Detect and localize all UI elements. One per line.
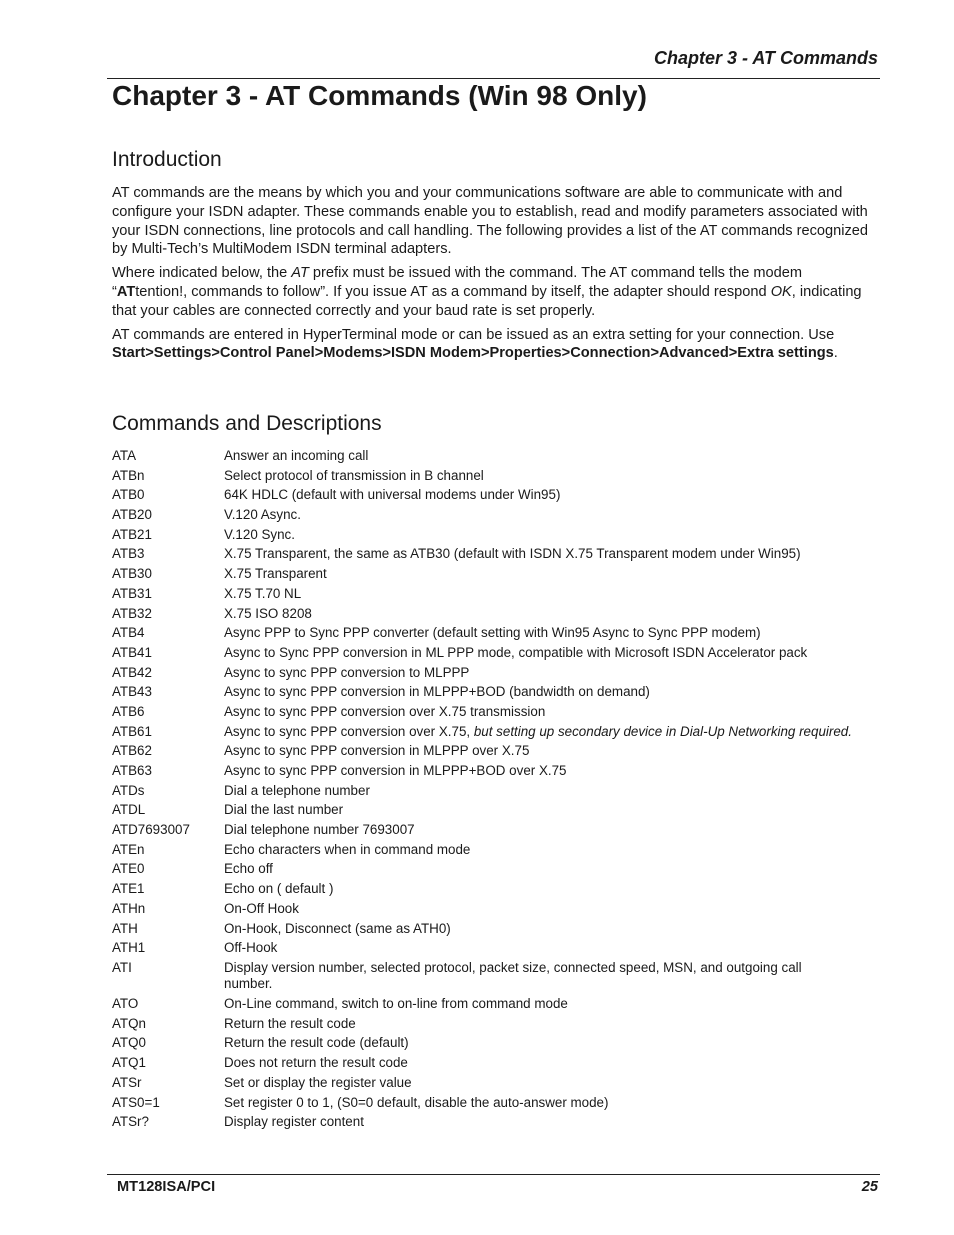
description-text: On-Hook, Disconnect (same as ATH0) (224, 920, 451, 936)
command-row (112, 881, 852, 901)
command-description (224, 566, 852, 586)
command-code: ATS0=1 (112, 1094, 160, 1110)
description-text: V.120 Async. (224, 507, 301, 523)
command-row (112, 625, 852, 645)
command-row (112, 487, 852, 507)
command-code: ATB41 (112, 644, 152, 660)
description-text: Dial the last number (224, 802, 344, 818)
command-description (224, 507, 852, 527)
command-description (224, 468, 852, 488)
description-text: Async to sync PPP conversion in MLPPP+BOD (bandwidth on demand) (224, 684, 650, 700)
command-code: ATEn (112, 841, 145, 857)
command-code: ATB0 (112, 487, 145, 503)
command-code: ATB31 (112, 585, 152, 601)
commands-table (112, 448, 852, 1134)
footer-product: MT128ISA/PCI (117, 1179, 216, 1195)
description-text: Display version number, selected protocol, packet size, connected speed, MSN, and outgoing call number. (224, 959, 802, 992)
menu-path: Start>Settings>Control Panel>Modems>ISDN Modem>Properties>Connection>Advanced>Extra settings (112, 345, 834, 362)
command-row (112, 468, 852, 488)
command-description (224, 527, 852, 547)
command-description (224, 901, 852, 921)
command-description (224, 743, 852, 763)
command-row (112, 606, 852, 626)
command-description (224, 448, 852, 468)
description-text: X.75 ISO 8208 (224, 605, 312, 621)
commands-table-body (112, 448, 852, 1134)
description-text: Display register content (224, 1114, 364, 1130)
command-code: ATI (112, 959, 132, 975)
command-code: ATB4 (112, 625, 145, 641)
command-description (224, 842, 852, 862)
description-text: Return the result code (224, 1015, 356, 1031)
description-text: Echo on ( default ) (224, 881, 334, 897)
text-run: prefix must be issued with the command. The AT command tells the modem “ (112, 265, 803, 300)
command-code: ATH (112, 920, 138, 936)
description-italic: but setting up secondary device in Dial-Up Networking required. (473, 723, 852, 739)
command-row (112, 960, 852, 996)
description-text: On-Line command, switch to on-line from command mode (224, 996, 568, 1012)
description-text: Async to sync PPP conversion in MLPPP+BOD over X.75 (224, 763, 567, 778)
text-run: tention!, commands to follow”. If you issue AT as a command by itself, the adapter should respond (135, 283, 771, 300)
text-run: Where indicated below, the (112, 265, 292, 282)
command-code: ATSr? (112, 1114, 149, 1130)
description-text: V.120 Sync. (224, 526, 295, 542)
description-text: Dial telephone number 7693007 (224, 822, 415, 838)
description-text: On-Off Hook (224, 900, 299, 916)
command-code: ATB20 (112, 507, 152, 523)
command-code: ATE0 (112, 861, 145, 877)
command-code: ATQn (112, 1015, 146, 1031)
command-row (112, 665, 852, 685)
command-code: ATE1 (112, 881, 145, 897)
command-code: ATB3 (112, 546, 145, 562)
intro-body (112, 184, 870, 368)
command-row (112, 527, 852, 547)
command-row (112, 822, 852, 842)
command-description (224, 1095, 852, 1115)
command-row (112, 921, 852, 941)
command-row (112, 802, 852, 822)
description-text: Async to sync PPP conversion to MLPPP (224, 664, 470, 680)
description-text: 64K HDLC (default with universal modems under Win95) (224, 487, 561, 503)
command-row (112, 1114, 852, 1134)
command-description (224, 724, 852, 744)
command-code: ATQ1 (112, 1055, 146, 1071)
command-row (112, 861, 852, 881)
description-text: Answer an incoming call (224, 448, 369, 463)
command-code: ATDs (112, 782, 145, 798)
text-run: , indicating that your cables are connected correctly and your baud rate is set properly. (112, 283, 862, 319)
description-text: Return the result code (default) (224, 1035, 409, 1051)
command-code: ATB6 (112, 703, 145, 719)
command-description (224, 1055, 852, 1075)
description-text: X.75 Transparent, the same as ATB30 (default with ISDN X.75 Transparent modem under Win95) (224, 546, 801, 562)
running-header: Chapter 3 - AT Commands (653, 48, 878, 68)
command-code: ATB63 (112, 763, 152, 778)
command-description (224, 802, 852, 822)
command-row (112, 842, 852, 862)
command-description (224, 861, 852, 881)
description-text: X.75 T.70 NL (224, 585, 302, 601)
command-row (112, 996, 852, 1016)
command-description (224, 1114, 852, 1134)
command-description (224, 1075, 852, 1095)
command-row (112, 566, 852, 586)
description-text: Set register 0 to 1, (S0=0 default, disable the auto-answer mode) (224, 1094, 609, 1110)
command-code: ATO (112, 996, 139, 1012)
footer-rule (107, 1174, 880, 1175)
intro-paragraph-1: AT commands are the means by which you and your communications software are able to communicate with and configure your ISDN adapter. These commands enable you to establish, read and modify parameters associated with your ISDN connections, line protocols and call handling. The following provides a list of the AT commands recognized by Multi-Tech’s MultiModem ISDN terminal adapters. (112, 185, 869, 258)
command-description (224, 763, 852, 783)
description-text: Select protocol of transmission in B channel (224, 467, 484, 483)
description-text: Echo characters when in command mode (224, 841, 471, 857)
command-description (224, 645, 852, 665)
text-run: AT commands are entered in HyperTerminal mode or can be issued as an extra setting for your connection. Use (112, 326, 835, 343)
command-description (224, 546, 852, 566)
command-description (224, 684, 852, 704)
command-description (224, 921, 852, 941)
command-code: ATSr (112, 1074, 142, 1090)
command-row (112, 448, 852, 468)
command-code: ATH1 (112, 940, 146, 956)
command-code: ATB30 (112, 566, 152, 582)
header-rule (107, 78, 880, 79)
command-row (112, 743, 852, 763)
command-row (112, 1095, 852, 1115)
command-description (224, 881, 852, 901)
description-text: Echo off (224, 861, 273, 877)
chapter-title: Chapter 3 - AT Commands (Win 98 Only) (112, 80, 647, 111)
command-code: ATB32 (112, 605, 152, 621)
description-text: Set or display the register value (224, 1074, 412, 1090)
command-row (112, 901, 852, 921)
bold-run: AT (116, 283, 136, 300)
command-row (112, 645, 852, 665)
command-row (112, 507, 852, 527)
commands-heading: Commands and Descriptions (112, 412, 382, 435)
command-description (224, 586, 852, 606)
command-row (112, 1055, 852, 1075)
command-description (224, 822, 852, 842)
command-row (112, 1016, 852, 1036)
command-row (112, 546, 852, 566)
italic-run: OK (770, 283, 792, 300)
command-code: ATB61 (112, 723, 152, 739)
command-code: ATA (112, 448, 137, 463)
description-text: Async to Sync PPP conversion in ML PPP mode, compatible with Microsoft ISDN Accelerator pack (224, 644, 808, 660)
command-code: ATHn (112, 900, 146, 916)
command-row (112, 684, 852, 704)
description-text: Async to sync PPP conversion over X.75 transmission (224, 703, 546, 719)
command-row (112, 586, 852, 606)
text-run: . (833, 345, 838, 362)
command-code: ATQ0 (112, 1035, 146, 1051)
command-code: ATB21 (112, 526, 152, 542)
command-description (224, 960, 852, 996)
command-description (224, 783, 852, 803)
command-description (224, 625, 852, 645)
command-description (224, 704, 852, 724)
command-code: ATDL (112, 802, 146, 818)
command-row (112, 783, 852, 803)
intro-heading: Introduction (112, 148, 222, 171)
command-row (112, 1035, 852, 1055)
page-number: 25 (861, 1179, 878, 1195)
description-text: Off-Hook (224, 940, 278, 956)
command-code: ATBn (112, 467, 145, 483)
command-code: ATD7693007 (112, 822, 190, 838)
description-text: Async PPP to Sync PPP converter (default setting with Win95 Async to Sync PPP modem) (224, 625, 761, 641)
command-code: ATB42 (112, 664, 152, 680)
intro-paragraph-2 (112, 264, 870, 320)
command-description (224, 1016, 852, 1036)
description-text: X.75 Transparent (224, 566, 327, 582)
command-description (224, 606, 852, 626)
command-row (112, 1075, 852, 1095)
description-text: Does not return the result code (224, 1055, 408, 1071)
intro-paragraph-3 (112, 326, 870, 364)
command-description (224, 940, 852, 960)
description-text: Async to sync PPP conversion in MLPPP over X.75 (224, 743, 530, 759)
command-row (112, 940, 852, 960)
command-code: ATB62 (112, 743, 152, 759)
command-description (224, 1035, 852, 1055)
command-description (224, 487, 852, 507)
command-description (224, 996, 852, 1016)
description-text: Async to sync PPP conversion over X.75, (224, 723, 474, 739)
command-row (112, 704, 852, 724)
command-row (112, 724, 852, 744)
command-description (224, 665, 852, 685)
command-row (112, 763, 852, 783)
description-text: Dial a telephone number (224, 782, 370, 798)
command-code: ATB43 (112, 684, 152, 700)
italic-run: AT (291, 265, 309, 282)
